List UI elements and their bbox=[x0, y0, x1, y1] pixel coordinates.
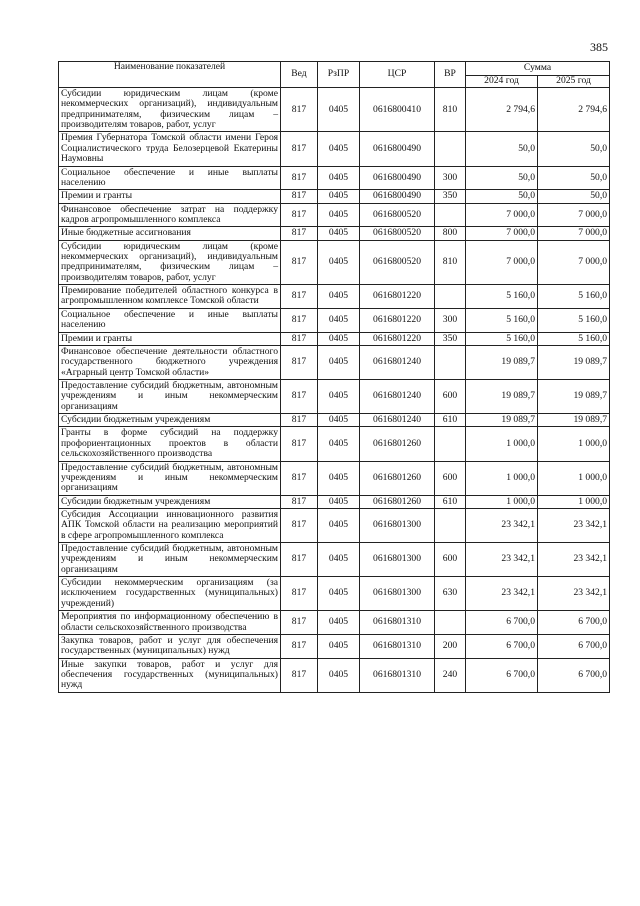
table-row bbox=[59, 308, 610, 332]
cell-csr: 0616801240 bbox=[360, 379, 435, 413]
cell-ved: 817 bbox=[281, 508, 318, 542]
cell-rzpr: 0405 bbox=[318, 240, 360, 284]
cell-rzpr: 0405 bbox=[318, 332, 360, 345]
cell-rzpr: 0405 bbox=[318, 166, 360, 190]
cell-csr: 0616801310 bbox=[360, 611, 435, 635]
table-row bbox=[59, 132, 610, 166]
cell-sum-2025: 23 342,1 bbox=[538, 508, 610, 542]
cell-vr: 200 bbox=[435, 634, 466, 658]
header-year-2025: 2025 год bbox=[538, 76, 610, 88]
cell-vr bbox=[435, 285, 466, 309]
cell-sum-2025: 50,0 bbox=[538, 166, 610, 190]
cell-name: Субсидии юридическим лицам (кроме некоммерческих организаций), индивидуальным предпринимателям, физическим лицам – производителям товаров, работ, услуг bbox=[59, 88, 281, 132]
cell-csr: 0616801260 bbox=[360, 461, 435, 495]
cell-name: Субсидии бюджетным учреждениям bbox=[59, 495, 281, 508]
cell-sum-2024: 2 794,6 bbox=[466, 88, 538, 132]
cell-name: Премии и гранты bbox=[59, 332, 281, 345]
cell-csr: 0616801240 bbox=[360, 414, 435, 427]
cell-name: Социальное обеспечение и иные выплаты населению bbox=[59, 166, 281, 190]
cell-rzpr: 0405 bbox=[318, 345, 360, 379]
cell-rzpr: 0405 bbox=[318, 427, 360, 461]
cell-rzpr: 0405 bbox=[318, 577, 360, 611]
cell-ved: 817 bbox=[281, 414, 318, 427]
cell-csr: 0616800520 bbox=[360, 240, 435, 284]
cell-sum-2025: 23 342,1 bbox=[538, 543, 610, 577]
cell-rzpr: 0405 bbox=[318, 190, 360, 203]
cell-vr: 600 bbox=[435, 379, 466, 413]
cell-sum-2024: 23 342,1 bbox=[466, 577, 538, 611]
cell-ved: 817 bbox=[281, 658, 318, 692]
cell-sum-2024: 5 160,0 bbox=[466, 285, 538, 309]
cell-rzpr: 0405 bbox=[318, 658, 360, 692]
table-row bbox=[59, 203, 610, 227]
cell-name: Финансовое обеспечение деятельности областного государственного бюджетного учреждения «Аграрный центр Томской области» bbox=[59, 345, 281, 379]
cell-csr: 0616800490 bbox=[360, 132, 435, 166]
cell-rzpr: 0405 bbox=[318, 285, 360, 309]
cell-sum-2025: 19 089,7 bbox=[538, 414, 610, 427]
cell-ved: 817 bbox=[281, 240, 318, 284]
cell-sum-2024: 5 160,0 bbox=[466, 332, 538, 345]
table-row bbox=[59, 634, 610, 658]
cell-rzpr: 0405 bbox=[318, 308, 360, 332]
cell-ved: 817 bbox=[281, 285, 318, 309]
cell-sum-2025: 1 000,0 bbox=[538, 427, 610, 461]
cell-csr: 0616801300 bbox=[360, 543, 435, 577]
table-header-row bbox=[59, 62, 610, 76]
cell-ved: 817 bbox=[281, 379, 318, 413]
cell-csr: 0616801300 bbox=[360, 577, 435, 611]
cell-ved: 817 bbox=[281, 227, 318, 240]
cell-vr: 610 bbox=[435, 495, 466, 508]
cell-sum-2025: 50,0 bbox=[538, 190, 610, 203]
cell-sum-2024: 19 089,7 bbox=[466, 345, 538, 379]
cell-rzpr: 0405 bbox=[318, 543, 360, 577]
cell-sum-2024: 1 000,0 bbox=[466, 495, 538, 508]
cell-csr: 0616800410 bbox=[360, 88, 435, 132]
cell-ved: 817 bbox=[281, 190, 318, 203]
cell-vr bbox=[435, 345, 466, 379]
cell-sum-2025: 7 000,0 bbox=[538, 203, 610, 227]
table-row bbox=[59, 345, 610, 379]
cell-ved: 817 bbox=[281, 88, 318, 132]
cell-rzpr: 0405 bbox=[318, 495, 360, 508]
cell-csr: 0616801310 bbox=[360, 658, 435, 692]
cell-name: Предоставление субсидий бюджетным, автономным учреждениям и иным некоммерческим организациям bbox=[59, 461, 281, 495]
cell-vr: 800 bbox=[435, 227, 466, 240]
cell-ved: 817 bbox=[281, 543, 318, 577]
cell-vr: 600 bbox=[435, 543, 466, 577]
cell-sum-2025: 1 000,0 bbox=[538, 461, 610, 495]
cell-vr bbox=[435, 508, 466, 542]
table-row bbox=[59, 461, 610, 495]
cell-ved: 817 bbox=[281, 634, 318, 658]
cell-vr: 610 bbox=[435, 414, 466, 427]
cell-rzpr: 0405 bbox=[318, 132, 360, 166]
cell-csr: 0616801220 bbox=[360, 332, 435, 345]
cell-sum-2025: 1 000,0 bbox=[538, 495, 610, 508]
cell-sum-2024: 50,0 bbox=[466, 166, 538, 190]
cell-name: Субсидии юридическим лицам (кроме некоммерческих организаций), индивидуальным предпринимателям, физическим лицам – производителям товаров, работ, услуг bbox=[59, 240, 281, 284]
cell-sum-2025: 19 089,7 bbox=[538, 345, 610, 379]
cell-sum-2024: 5 160,0 bbox=[466, 308, 538, 332]
header-ved: Вед bbox=[281, 62, 318, 88]
cell-vr: 300 bbox=[435, 308, 466, 332]
table-row bbox=[59, 611, 610, 635]
table-row bbox=[59, 414, 610, 427]
table-row bbox=[59, 190, 610, 203]
cell-name: Предоставление субсидий бюджетным, автономным учреждениям и иным некоммерческим организациям bbox=[59, 379, 281, 413]
cell-vr: 300 bbox=[435, 166, 466, 190]
cell-name: Социальное обеспечение и иные выплаты населению bbox=[59, 308, 281, 332]
cell-sum-2025: 50,0 bbox=[538, 132, 610, 166]
cell-sum-2025: 23 342,1 bbox=[538, 577, 610, 611]
cell-sum-2025: 5 160,0 bbox=[538, 285, 610, 309]
cell-ved: 817 bbox=[281, 203, 318, 227]
header-vr: ВР bbox=[435, 62, 466, 88]
cell-vr bbox=[435, 132, 466, 166]
cell-sum-2024: 23 342,1 bbox=[466, 508, 538, 542]
cell-name: Субсидии некоммерческим организациям (за исключением государственных (муниципальных) учреждений) bbox=[59, 577, 281, 611]
cell-name: Субсидия Ассоциации инновационного развития АПК Томской области на реализацию мероприятий в сфере агропромышленного комплекса bbox=[59, 508, 281, 542]
table-row bbox=[59, 508, 610, 542]
table-row bbox=[59, 577, 610, 611]
cell-sum-2024: 7 000,0 bbox=[466, 227, 538, 240]
cell-ved: 817 bbox=[281, 332, 318, 345]
table-row bbox=[59, 166, 610, 190]
cell-sum-2024: 6 700,0 bbox=[466, 634, 538, 658]
cell-sum-2025: 19 089,7 bbox=[538, 379, 610, 413]
cell-sum-2024: 7 000,0 bbox=[466, 203, 538, 227]
cell-sum-2024: 19 089,7 bbox=[466, 379, 538, 413]
table-row bbox=[59, 427, 610, 461]
cell-sum-2024: 50,0 bbox=[466, 132, 538, 166]
cell-csr: 0616800520 bbox=[360, 203, 435, 227]
cell-sum-2025: 2 794,6 bbox=[538, 88, 610, 132]
cell-name: Иные бюджетные ассигнования bbox=[59, 227, 281, 240]
header-csr: ЦСР bbox=[360, 62, 435, 88]
cell-name: Закупка товаров, работ и услуг для обеспечения государственных (муниципальных) нужд bbox=[59, 634, 281, 658]
table-row bbox=[59, 88, 610, 132]
cell-sum-2024: 6 700,0 bbox=[466, 658, 538, 692]
cell-name: Премии и гранты bbox=[59, 190, 281, 203]
cell-vr bbox=[435, 427, 466, 461]
cell-rzpr: 0405 bbox=[318, 88, 360, 132]
cell-sum-2025: 6 700,0 bbox=[538, 634, 610, 658]
cell-vr: 810 bbox=[435, 240, 466, 284]
cell-sum-2024: 7 000,0 bbox=[466, 240, 538, 284]
table-row bbox=[59, 332, 610, 345]
cell-csr: 0616801300 bbox=[360, 508, 435, 542]
cell-vr bbox=[435, 203, 466, 227]
header-year-2024: 2024 год bbox=[466, 76, 538, 88]
cell-name: Гранты в форме субсидий на поддержку профориентационных проектов в области сельскохозяйственного производства bbox=[59, 427, 281, 461]
header-rzpr: РзПР bbox=[318, 62, 360, 88]
cell-rzpr: 0405 bbox=[318, 379, 360, 413]
cell-vr bbox=[435, 611, 466, 635]
cell-ved: 817 bbox=[281, 461, 318, 495]
table-row bbox=[59, 285, 610, 309]
table-body bbox=[59, 88, 610, 693]
table-row bbox=[59, 543, 610, 577]
cell-sum-2025: 6 700,0 bbox=[538, 658, 610, 692]
cell-name: Премия Губернатора Томской области имени Героя Социалистического труда Белозерцевой Екатерины Наумовны bbox=[59, 132, 281, 166]
cell-csr: 0616800490 bbox=[360, 190, 435, 203]
cell-ved: 817 bbox=[281, 611, 318, 635]
cell-sum-2024: 1 000,0 bbox=[466, 461, 538, 495]
cell-sum-2025: 5 160,0 bbox=[538, 332, 610, 345]
cell-vr: 350 bbox=[435, 332, 466, 345]
page-number: 385 bbox=[590, 40, 608, 54]
table-row bbox=[59, 379, 610, 413]
cell-sum-2025: 6 700,0 bbox=[538, 611, 610, 635]
table-row bbox=[59, 240, 610, 284]
cell-ved: 817 bbox=[281, 427, 318, 461]
cell-ved: 817 bbox=[281, 345, 318, 379]
cell-csr: 0616801260 bbox=[360, 427, 435, 461]
cell-vr: 630 bbox=[435, 577, 466, 611]
cell-rzpr: 0405 bbox=[318, 611, 360, 635]
cell-csr: 0616801260 bbox=[360, 495, 435, 508]
cell-rzpr: 0405 bbox=[318, 227, 360, 240]
cell-sum-2025: 5 160,0 bbox=[538, 308, 610, 332]
cell-rzpr: 0405 bbox=[318, 508, 360, 542]
cell-name: Премирование победителей областного конкурса в агропромышленном комплексе Томской области bbox=[59, 285, 281, 309]
cell-csr: 0616801310 bbox=[360, 634, 435, 658]
cell-sum-2025: 7 000,0 bbox=[538, 240, 610, 284]
cell-name: Финансовое обеспечение затрат на поддержку кадров агропромышленного комплекса bbox=[59, 203, 281, 227]
cell-name: Иные закупки товаров, работ и услуг для обеспечения государственных (муниципальных) нужд bbox=[59, 658, 281, 692]
table-row bbox=[59, 495, 610, 508]
cell-ved: 817 bbox=[281, 308, 318, 332]
cell-csr: 0616800490 bbox=[360, 166, 435, 190]
cell-sum-2024: 1 000,0 bbox=[466, 427, 538, 461]
cell-sum-2025: 7 000,0 bbox=[538, 227, 610, 240]
cell-ved: 817 bbox=[281, 495, 318, 508]
header-name: Наименование показателей bbox=[59, 62, 281, 88]
cell-sum-2024: 50,0 bbox=[466, 190, 538, 203]
cell-vr: 350 bbox=[435, 190, 466, 203]
cell-ved: 817 bbox=[281, 132, 318, 166]
table-row bbox=[59, 658, 610, 692]
cell-sum-2024: 6 700,0 bbox=[466, 611, 538, 635]
cell-vr: 810 bbox=[435, 88, 466, 132]
cell-rzpr: 0405 bbox=[318, 634, 360, 658]
cell-sum-2024: 23 342,1 bbox=[466, 543, 538, 577]
header-sum: Сумма bbox=[466, 62, 610, 76]
table-row bbox=[59, 227, 610, 240]
cell-vr: 240 bbox=[435, 658, 466, 692]
cell-csr: 0616801220 bbox=[360, 285, 435, 309]
cell-name: Мероприятия по информационному обеспечению в области сельскохозяйственного производства bbox=[59, 611, 281, 635]
cell-name: Субсидии бюджетным учреждениям bbox=[59, 414, 281, 427]
cell-ved: 817 bbox=[281, 577, 318, 611]
cell-vr: 600 bbox=[435, 461, 466, 495]
cell-csr: 0616801220 bbox=[360, 308, 435, 332]
cell-csr: 0616800520 bbox=[360, 227, 435, 240]
cell-csr: 0616801240 bbox=[360, 345, 435, 379]
cell-rzpr: 0405 bbox=[318, 461, 360, 495]
cell-rzpr: 0405 bbox=[318, 203, 360, 227]
cell-sum-2024: 19 089,7 bbox=[466, 414, 538, 427]
cell-rzpr: 0405 bbox=[318, 414, 360, 427]
cell-ved: 817 bbox=[281, 166, 318, 190]
cell-name: Предоставление субсидий бюджетным, автономным учреждениям и иным некоммерческим организациям bbox=[59, 543, 281, 577]
budget-table bbox=[58, 61, 610, 693]
